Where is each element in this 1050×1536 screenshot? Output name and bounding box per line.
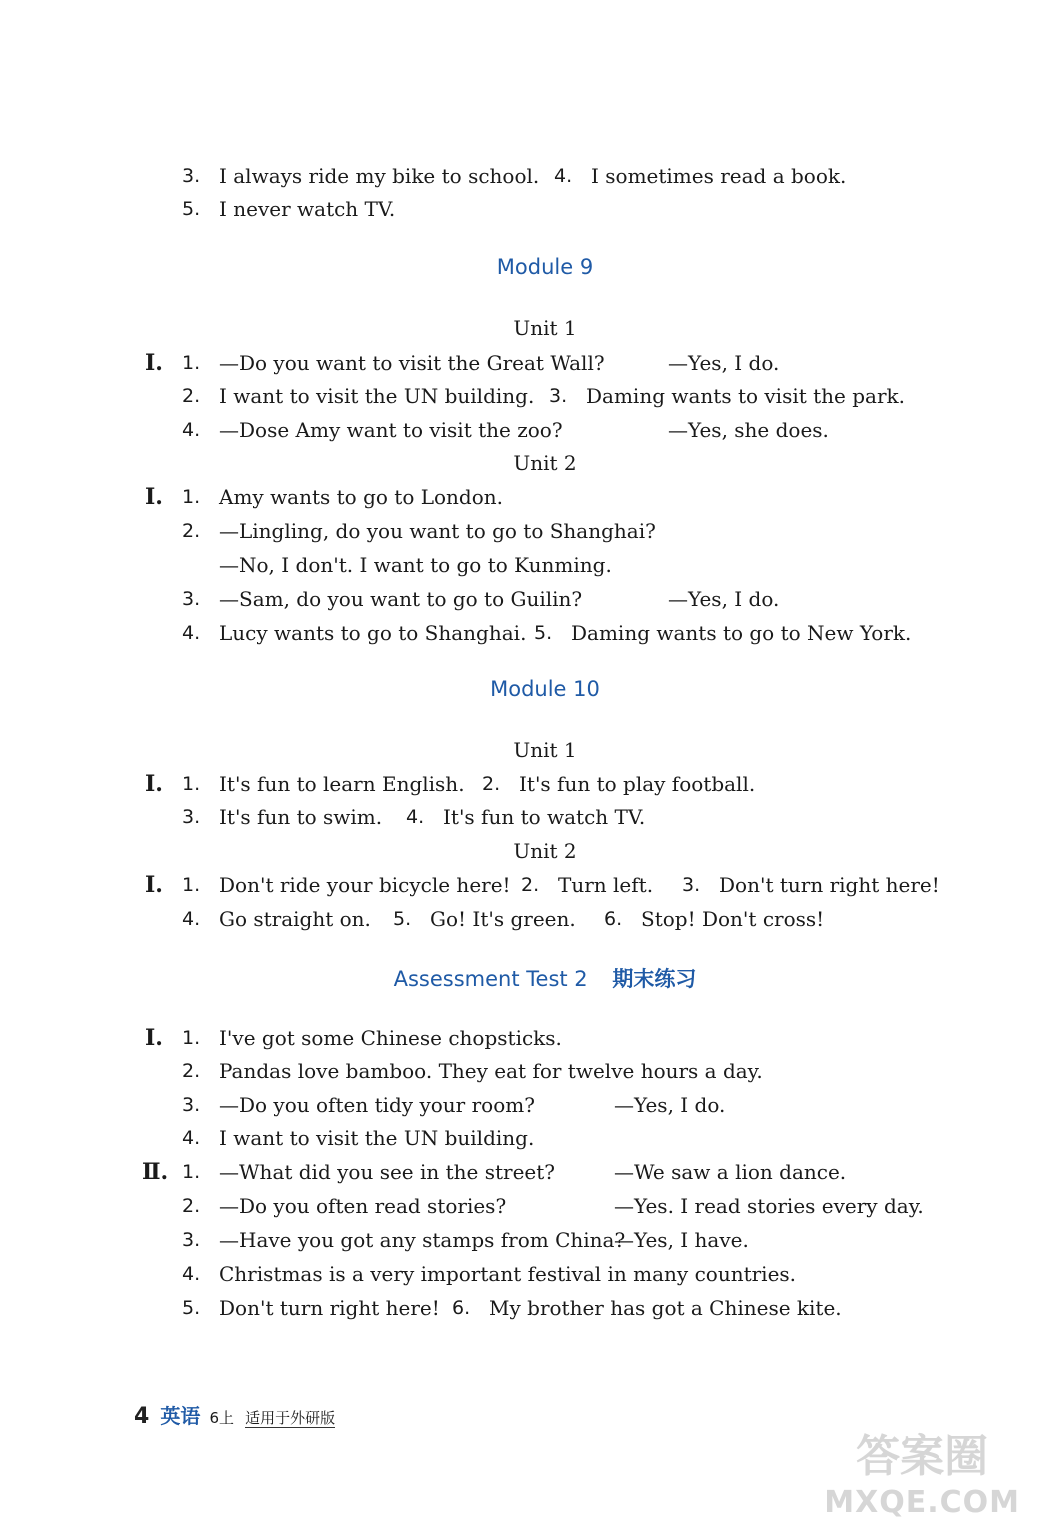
item-number: 5. (534, 622, 553, 644)
answer-line: Daming wants to visit the park. (586, 384, 906, 408)
answer-line: Amy wants to go to London. (219, 485, 504, 509)
watermark (824, 1431, 1020, 1526)
item-number: 2. (182, 385, 201, 407)
unit-heading: Unit 1 (513, 738, 577, 762)
answer-line: I never watch TV. (219, 197, 396, 221)
item-number: 1. (182, 773, 201, 795)
assessment-test-title: Assessment Test 2 (393, 967, 588, 991)
answer-line: Daming wants to go to New York. (571, 621, 912, 645)
item-number: 3. (549, 385, 568, 407)
answer-line: Stop! Don't cross! (641, 907, 825, 931)
section-roman-i: Ⅰ. (145, 771, 163, 797)
answer-line: Don't turn right here! (719, 873, 940, 897)
item-number: 3. (682, 874, 701, 896)
answer-line: Christmas is a very important festival in many countries. (219, 1262, 797, 1286)
item-number: 2. (482, 773, 501, 795)
item-number: 2. (182, 520, 201, 542)
answer-line: Pandas love bamboo. They eat for twelve hours a day. (219, 1059, 763, 1083)
item-number: 6. (452, 1297, 471, 1319)
item-number: 1. (182, 1027, 201, 1049)
answer-line: Lucy wants to go to Shanghai. (219, 621, 527, 645)
edition-label: 适用于外研版 (245, 1409, 336, 1427)
answer-line: Don't ride your bicycle here! (219, 873, 511, 897)
item-number: 3. (182, 165, 201, 187)
section-roman-i: Ⅰ. (145, 350, 163, 376)
section-roman-i: Ⅰ. (145, 484, 163, 510)
unit-heading: Unit 1 (513, 316, 577, 340)
item-number: 1. (182, 352, 201, 374)
answer-line: My brother has got a Chinese kite. (489, 1296, 842, 1320)
item-number: 2. (521, 874, 540, 896)
item-number: 5. (182, 1297, 201, 1319)
answer-line: —Have you got any stamps from China? (219, 1228, 626, 1252)
item-number: 3. (182, 1229, 201, 1251)
item-number: 5. (182, 198, 201, 220)
answer-line: It's fun to swim. (219, 805, 383, 829)
answer-line: —Yes, I do. (614, 1093, 726, 1117)
unit-heading: Unit 2 (513, 451, 577, 475)
item-number: 6. (604, 908, 623, 930)
item-number: 4. (182, 1263, 201, 1285)
item-number: 1. (182, 874, 201, 896)
section-roman-i: Ⅰ. (145, 1025, 163, 1051)
answer-line: Don't turn right here! (219, 1296, 440, 1320)
item-number: 2. (182, 1060, 201, 1082)
answer-line: —No, I don't. I want to go to Kunming. (219, 553, 612, 577)
answer-line: It's fun to play football. (519, 772, 756, 796)
grade-label: 6上 (209, 1409, 235, 1427)
answer-line: —Do you often read stories? (219, 1194, 507, 1218)
item-number: 4. (406, 806, 425, 828)
answer-line: I always ride my bike to school. (219, 164, 540, 188)
watermark-text: 答案圈 (856, 1431, 989, 1482)
answer-line: —Yes, I do. (668, 587, 780, 611)
item-number: 4. (182, 419, 201, 441)
item-number: 4. (182, 1127, 201, 1149)
answer-line: I want to visit the UN building. (219, 384, 535, 408)
answer-line: —What did you see in the street? (219, 1160, 556, 1184)
item-number: 1. (182, 486, 201, 508)
answer-line: Go! It's green. (430, 907, 576, 931)
item-number: 5. (393, 908, 412, 930)
section-roman-i: Ⅰ. (145, 872, 163, 898)
answer-line: I want to visit the UN building. (219, 1126, 535, 1150)
answer-line: —We saw a lion dance. (614, 1160, 847, 1184)
watermark-url: MXQE.COM (824, 1485, 1020, 1520)
assessment-test-title-cn: 期末练习 (612, 967, 697, 991)
subject-label: 英语 (160, 1404, 201, 1428)
item-number: 4. (554, 165, 573, 187)
assessment-test-heading (0, 963, 1050, 993)
item-number: 3. (182, 588, 201, 610)
answer-line: —Yes. I read stories every day. (614, 1194, 924, 1218)
answer-line: —Yes, she does. (668, 418, 829, 442)
module-9-heading: Module 9 (496, 255, 594, 279)
item-number: 3. (182, 806, 201, 828)
answer-line: —Yes, I do. (668, 351, 780, 375)
answer-line: —Lingling, do you want to go to Shanghai? (219, 519, 656, 543)
item-number: 2. (182, 1195, 201, 1217)
item-number: 3. (182, 1094, 201, 1116)
answer-line: I sometimes read a book. (591, 164, 847, 188)
answer-line: Turn left. (558, 873, 654, 897)
answer-line: —Yes, I have. (614, 1228, 749, 1252)
answer-line: It's fun to learn English. (219, 772, 465, 796)
answer-line: —Dose Amy want to visit the zoo? (219, 418, 563, 442)
answer-line: —Sam, do you want to go to Guilin? (219, 587, 583, 611)
module-10-heading: Module 10 (490, 677, 600, 701)
section-roman-ii: Ⅱ. (142, 1159, 169, 1185)
answer-line: Go straight on. (219, 907, 371, 931)
item-number: 4. (182, 622, 201, 644)
unit-heading: Unit 2 (513, 839, 577, 863)
answer-line: It's fun to watch TV. (443, 805, 646, 829)
item-number: 1. (182, 1161, 201, 1183)
answer-line: —Do you often tidy your room? (219, 1093, 535, 1117)
page-number: 4 (134, 1404, 150, 1429)
answer-line: I've got some Chinese chopsticks. (219, 1026, 562, 1050)
answer-line: —Do you want to visit the Great Wall? (219, 351, 605, 375)
page-footer (134, 1400, 335, 1429)
item-number: 4. (182, 908, 201, 930)
